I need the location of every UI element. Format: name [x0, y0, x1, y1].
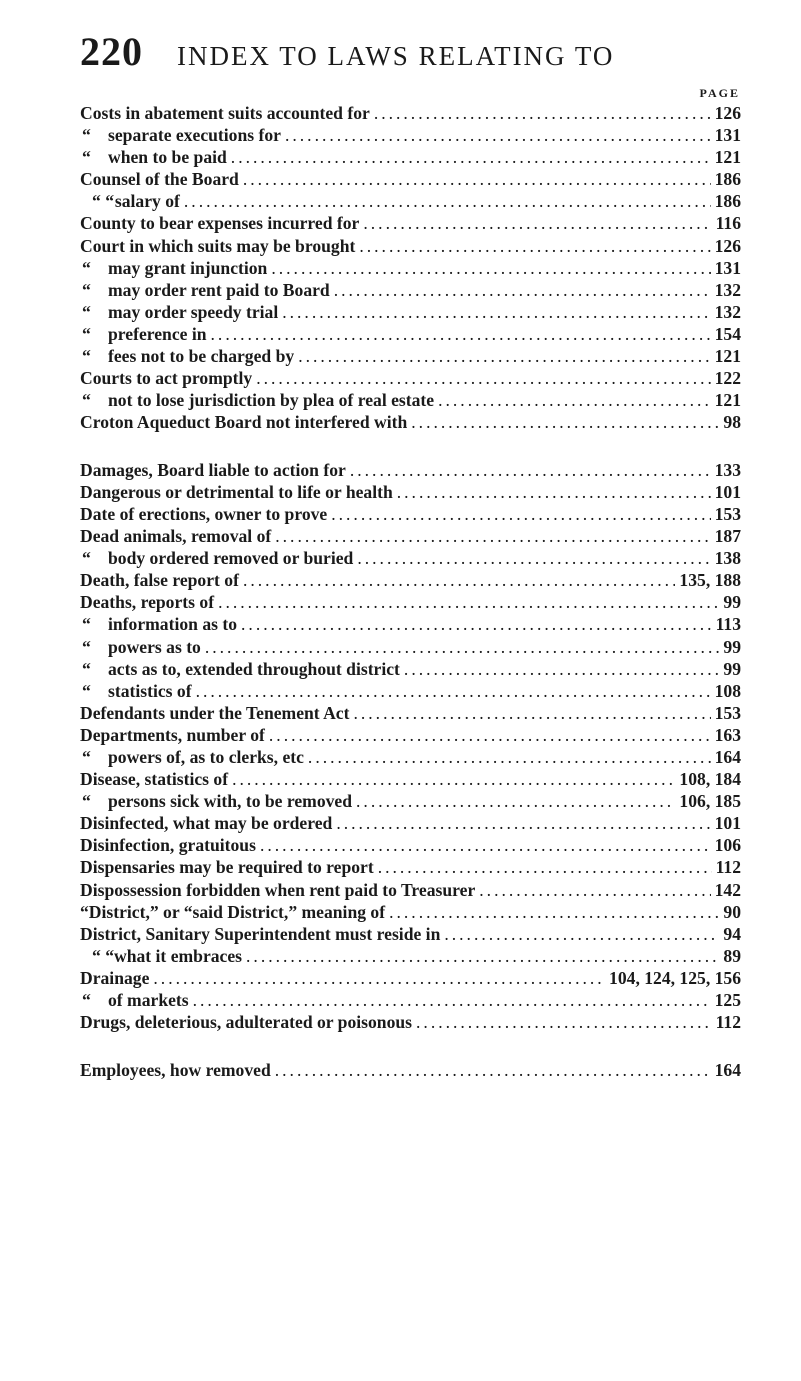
index-entry	[80, 279, 741, 301]
index-entry	[80, 812, 741, 834]
dot-leader	[411, 411, 719, 433]
page-reference: 132	[714, 279, 741, 300]
page-reference: 186	[714, 169, 741, 190]
index-entry	[80, 945, 741, 967]
index-entry	[80, 301, 741, 323]
entry-text: Defendants under the Tenement Act	[80, 702, 350, 723]
ditto-mark: “	[82, 390, 91, 411]
index-entry	[80, 102, 741, 124]
dot-leader	[389, 901, 719, 923]
index-entry	[80, 901, 741, 923]
entry-text: separate executions for	[108, 125, 281, 146]
entry-text: may grant injunction	[108, 257, 268, 278]
entry-text: may order speedy trial	[108, 301, 279, 322]
page-reference: 99	[723, 636, 741, 657]
ditto-mark: “	[82, 747, 91, 768]
index-entry	[80, 212, 741, 234]
ditto-mark: “ “	[92, 945, 114, 966]
entry-text: Dispossession forbidden when rent paid to Treasurer	[80, 879, 476, 900]
running-title: INDEX TO LAWS RELATING TO	[177, 41, 615, 71]
dot-leader	[243, 569, 675, 591]
ditto-mark: “	[82, 257, 91, 278]
ditto-mark: “	[82, 636, 91, 657]
entry-text: Death, false report of	[80, 570, 239, 591]
page-reference: 99	[723, 658, 741, 679]
entry-text: Date of erections, owner to prove	[80, 503, 328, 524]
dot-leader	[298, 345, 710, 367]
dot-leader	[397, 481, 711, 503]
index-entry	[80, 345, 741, 367]
dot-leader	[282, 301, 710, 323]
entry-text: Disinfection, gratuitous	[80, 835, 256, 856]
index-section	[80, 102, 741, 433]
index-entry	[80, 724, 741, 746]
entry-text: fees not to be charged by	[108, 346, 295, 367]
ditto-mark: “	[82, 990, 91, 1011]
page-reference: 164	[714, 747, 741, 768]
entry-text: County to bear expenses incurred for	[80, 213, 360, 234]
page-reference: 89	[723, 945, 741, 966]
entry-text: District, Sanitary Superintendent must reside in	[80, 923, 441, 944]
index-entry	[80, 547, 741, 569]
entry-text: Damages, Board liable to action for	[80, 459, 346, 480]
dot-leader	[404, 658, 719, 680]
dot-leader	[193, 989, 711, 1011]
ditto-mark: “	[82, 614, 91, 635]
index-entry	[80, 323, 741, 345]
index-entry	[80, 235, 741, 257]
dot-leader	[269, 724, 711, 746]
index-entry	[80, 124, 741, 146]
index-section	[80, 1059, 741, 1081]
ditto-mark: “	[82, 279, 91, 300]
page-reference: 153	[714, 702, 741, 723]
dot-leader	[438, 389, 711, 411]
page-reference: 90	[723, 901, 741, 922]
page-reference: 106, 185	[679, 791, 741, 812]
entry-text: Croton Aqueduct Board not interfered with	[80, 412, 408, 433]
entry-text: “District,” or “said District,” meaning of	[80, 901, 386, 922]
index-entry	[80, 1011, 741, 1033]
page-reference: 121	[714, 390, 741, 411]
page-reference: 101	[714, 481, 741, 502]
index-entry	[80, 257, 741, 279]
page-reference: 154	[714, 323, 741, 344]
page-reference: 135, 188	[679, 570, 741, 591]
page-reference: 138	[714, 548, 741, 569]
page-reference: 186	[714, 191, 741, 212]
page-reference: 126	[714, 235, 741, 256]
page-reference: 187	[714, 526, 741, 547]
dot-leader	[356, 790, 675, 812]
dot-leader	[285, 124, 711, 146]
entry-text: Departments, number of	[80, 724, 265, 745]
index-entry	[80, 591, 741, 613]
dot-leader	[218, 591, 719, 613]
dot-leader	[275, 1059, 711, 1081]
index-section	[80, 459, 741, 1033]
entry-text: Drainage	[80, 967, 150, 988]
dot-leader	[479, 879, 710, 901]
ditto-mark: “	[82, 125, 91, 146]
index-entry	[80, 746, 741, 768]
dot-leader	[271, 257, 710, 279]
dot-leader	[378, 856, 712, 878]
index-entry	[80, 658, 741, 680]
page-reference: 131	[714, 257, 741, 278]
dot-leader	[374, 102, 711, 124]
entry-text: Courts to act promptly	[80, 368, 253, 389]
index-entry	[80, 503, 741, 525]
entry-text: Court in which suits may be brought	[80, 235, 356, 256]
dot-leader	[205, 636, 720, 658]
entry-text: powers of, as to clerks, etc	[108, 747, 304, 768]
page-reference: 104, 124, 125, 156	[609, 967, 741, 988]
ditto-mark: “	[82, 346, 91, 367]
entry-text: information as to	[108, 614, 238, 635]
entry-text: Dead animals, removal of	[80, 526, 272, 547]
entry-text: of markets	[108, 990, 189, 1011]
page-reference: 112	[715, 1012, 741, 1033]
page-reference: 98	[723, 412, 741, 433]
dot-leader	[196, 680, 711, 702]
ditto-mark: “ “	[92, 191, 114, 212]
entry-text: preference in	[108, 323, 207, 344]
entry-text: Deaths, reports of	[80, 592, 215, 613]
entry-text: Disinfected, what may be ordered	[80, 813, 333, 834]
index-entry	[80, 168, 741, 190]
entry-text: Drugs, deleterious, adulterated or poisonous	[80, 1012, 413, 1033]
page-reference: 131	[714, 125, 741, 146]
page-reference: 133	[714, 459, 741, 480]
page-reference: 112	[715, 857, 741, 878]
dot-leader	[357, 547, 710, 569]
page-reference: 121	[714, 346, 741, 367]
page-reference: 132	[714, 301, 741, 322]
entry-text: may order rent paid to Board	[108, 279, 330, 300]
dot-leader	[334, 279, 711, 301]
entry-text: what it embraces	[114, 945, 243, 966]
index-entry	[80, 879, 741, 901]
ditto-mark: “	[82, 301, 91, 322]
dot-leader	[359, 235, 710, 257]
ditto-mark: “	[82, 680, 91, 701]
page-reference: 121	[714, 147, 741, 168]
dot-leader	[363, 212, 711, 234]
page-reference: 163	[714, 724, 741, 745]
dot-leader	[331, 503, 710, 525]
dot-leader	[275, 525, 710, 547]
index-entry	[80, 702, 741, 724]
page-reference: 164	[714, 1059, 741, 1080]
ditto-mark: “	[82, 791, 91, 812]
dot-leader	[256, 367, 710, 389]
dot-leader	[308, 746, 711, 768]
dot-leader	[246, 945, 719, 967]
page-reference: 126	[714, 103, 741, 123]
index-entry	[80, 481, 741, 503]
index-entry	[80, 680, 741, 702]
dot-leader	[243, 168, 711, 190]
index-entry	[80, 989, 741, 1011]
entry-text: Disease, statistics of	[80, 769, 229, 790]
dot-leader	[241, 613, 712, 635]
page-reference: 122	[714, 368, 741, 389]
index-entry	[80, 768, 741, 790]
entry-text: powers as to	[108, 636, 201, 657]
index-entry	[80, 834, 741, 856]
entry-text: Costs in abatement suits accounted for	[80, 103, 370, 123]
entry-text: not to lose jurisdiction by plea of real estate	[108, 390, 435, 411]
page-number: 220	[80, 29, 143, 74]
page-reference: 125	[714, 990, 741, 1011]
entry-text: body ordered removed or buried	[108, 548, 354, 569]
index-entry	[80, 790, 741, 812]
entry-text: acts as to, extended throughout district	[108, 658, 400, 679]
entry-text: salary of	[114, 191, 180, 212]
page-column-label: PAGE	[699, 86, 740, 100]
entry-text: when to be paid	[108, 147, 227, 168]
index-entry	[80, 525, 741, 547]
entry-text: Employees, how removed	[80, 1059, 271, 1080]
dot-leader	[231, 146, 711, 168]
dot-leader	[350, 459, 711, 481]
index-entry	[80, 923, 741, 945]
page-reference: 94	[723, 923, 741, 944]
ditto-mark: “	[82, 548, 91, 569]
page-reference: 153	[714, 503, 741, 524]
dot-leader	[232, 768, 675, 790]
dot-leader	[211, 323, 711, 345]
page-reference: 99	[723, 592, 741, 613]
dot-leader	[416, 1011, 712, 1033]
page-reference: 116	[715, 213, 741, 234]
index-entry	[80, 967, 741, 989]
index-entry	[80, 459, 741, 481]
dot-leader	[153, 967, 605, 989]
index-entry	[80, 613, 741, 635]
ditto-mark: “	[82, 658, 91, 679]
entry-text: Dangerous or detrimental to life or health	[80, 481, 393, 502]
entry-text: persons sick with, to be removed	[108, 791, 353, 812]
page-reference: 101	[714, 813, 741, 834]
dot-leader	[353, 702, 710, 724]
dot-leader	[444, 923, 719, 945]
entry-text: Dispensaries may be required to report	[80, 857, 374, 878]
entry-text: Counsel of the Board	[80, 169, 239, 190]
ditto-mark: “	[82, 147, 91, 168]
index-entry	[80, 636, 741, 658]
dot-leader	[260, 834, 711, 856]
index-entry	[80, 1059, 741, 1081]
index-entry	[80, 190, 741, 212]
index-entry	[80, 367, 741, 389]
page-reference: 142	[714, 879, 741, 900]
page-reference: 106	[714, 835, 741, 856]
running-head	[80, 28, 780, 76]
index-entry	[80, 146, 741, 168]
page-reference: 108, 184	[679, 769, 741, 790]
index-entry	[80, 856, 741, 878]
dot-leader	[184, 190, 711, 212]
entry-text: statistics of	[108, 680, 192, 701]
page-reference: 108	[714, 680, 741, 701]
index-entry	[80, 569, 741, 591]
index-entry	[80, 389, 741, 411]
index-entry	[80, 411, 741, 433]
dot-leader	[336, 812, 710, 834]
index-entries	[80, 102, 741, 1081]
ditto-mark: “	[82, 323, 91, 344]
page-reference: 113	[715, 614, 741, 635]
